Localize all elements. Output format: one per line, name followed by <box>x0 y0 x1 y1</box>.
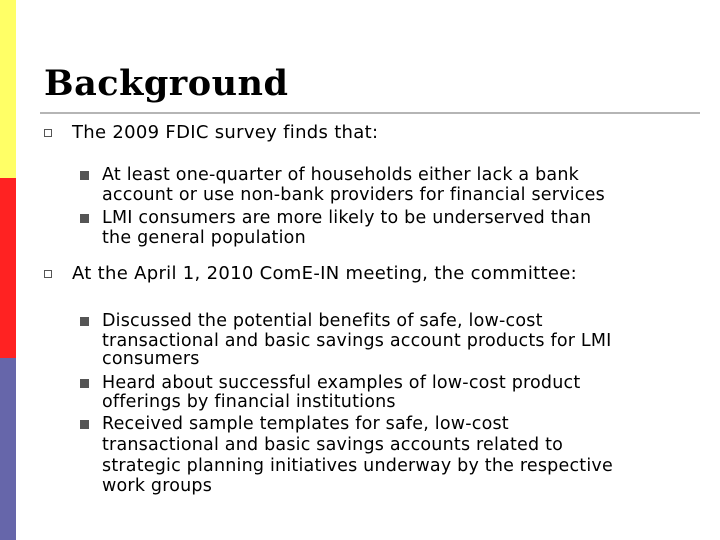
bullet-1-sub-2-line-1: LMI consumers are more likely to be underserved than <box>102 208 592 228</box>
filled-square-bullet-icon <box>80 317 89 326</box>
bullet-1-text: The 2009 FDIC survey finds that: <box>72 122 379 143</box>
bullet-2-sub-2-line-2: offerings by financial institutions <box>102 392 396 412</box>
bullet-2-sub-3-line-4: work groups <box>102 476 213 496</box>
sidebar-color-bands <box>0 0 16 540</box>
bullet-2-sub-1-line-1: Discussed the potential benefits of safe, low-cost <box>102 311 543 331</box>
sidebar-band-blue <box>0 358 16 540</box>
bullet-2-sub-1-line-2: transactional and basic savings account products for LMI <box>102 331 612 351</box>
bullet-2-sub-3-line-1: Received sample templates for safe, low-cost <box>102 414 509 434</box>
bullet-2-text: At the April 1, 2010 ComE-IN meeting, the committee: <box>72 263 577 284</box>
hollow-square-bullet-icon <box>44 129 52 137</box>
filled-square-bullet-icon <box>80 379 89 388</box>
filled-square-bullet-icon <box>80 214 89 223</box>
filled-square-bullet-icon <box>80 171 89 180</box>
bullet-1-sub-1-line-1: At least one-quarter of households either lack a bank <box>102 165 579 185</box>
sidebar-band-red <box>0 178 16 358</box>
slide-title: Background <box>44 63 289 104</box>
bullet-2-sub-1-line-3: consumers <box>102 349 200 369</box>
bullet-2-sub-3-line-3: strategic planning initiatives underway by the respective <box>102 456 613 476</box>
title-divider <box>40 112 700 114</box>
bullet-1-sub-2-line-2: the general population <box>102 228 306 248</box>
bullet-1-sub-1-line-2: account or use non-bank providers for financial services <box>102 185 605 205</box>
bullet-2-sub-2-line-1: Heard about successful examples of low-cost product <box>102 373 581 393</box>
hollow-square-bullet-icon <box>44 270 52 278</box>
bullet-2-sub-3-line-2: transactional and basic savings accounts related to <box>102 435 564 455</box>
sidebar-band-yellow <box>0 0 16 178</box>
filled-square-bullet-icon <box>80 420 89 429</box>
